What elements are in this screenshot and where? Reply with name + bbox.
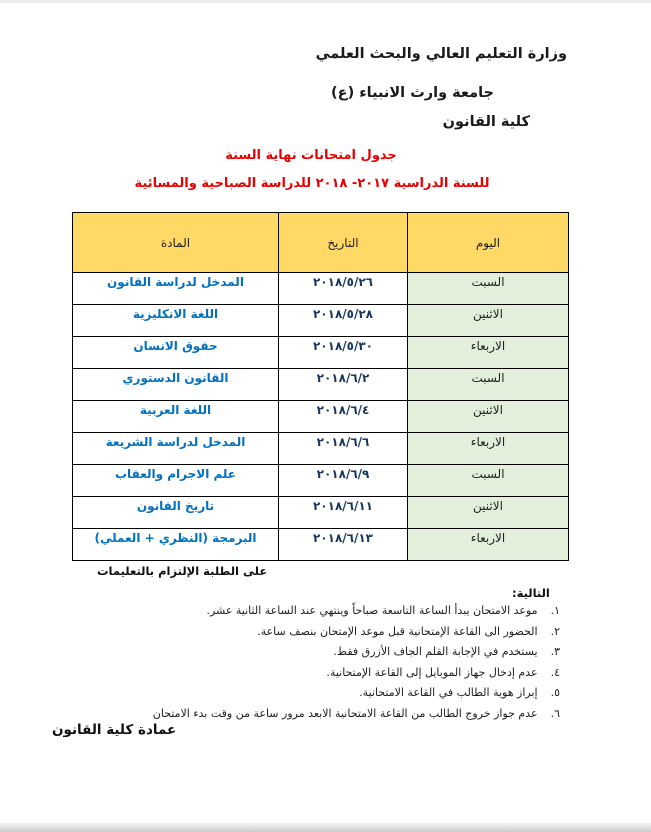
- academic-year-line: للسنة الدراسية ٢٠١٧- ٢٠١٨ للدراسة الصباحية والمسائية: [134, 176, 490, 191]
- exam-subject: المدخل لدراسة الشريعة: [73, 433, 279, 465]
- exam-subject: حقوق الانسان: [73, 337, 279, 369]
- table-row: [73, 369, 569, 401]
- note-text: عدم إدخال جهاز الموبايل إلى القاعة الإمتحانية.: [326, 665, 538, 679]
- note-text: موعد الامتحان يبدأ الساعة التاسعة صباحاً وينتهي عند الساعة الثانية عشر.: [206, 604, 538, 617]
- note-number: ٥.: [550, 686, 560, 699]
- table-row: [73, 337, 569, 369]
- exam-day: السبت: [408, 465, 569, 497]
- col-header-day: اليوم: [408, 213, 569, 273]
- exam-date: ٢٠١٨/٦/٩: [279, 465, 408, 497]
- exam-day: الاثنين: [408, 305, 569, 337]
- exam-day: الاربعاء: [408, 337, 569, 369]
- note-text: إبراز هوية الطالب في القاعة الامتحانية.: [359, 686, 538, 699]
- table-row: [73, 433, 569, 465]
- exam-subject: علم الاجرام والعقاب: [73, 465, 279, 497]
- table-row: [73, 401, 569, 433]
- exam-date: ٢٠١٨/٦/٢: [279, 369, 408, 401]
- ministry-line: وزارة التعليم العالي والبحث العلمي: [315, 46, 567, 62]
- deanship-signature: عمادة كلية القانون: [52, 722, 177, 738]
- exam-date: ٢٠١٨/٦/١١: [279, 497, 408, 529]
- exam-date: ٢٠١٨/٥/٣٠: [279, 337, 408, 369]
- table-row: [73, 465, 569, 497]
- table-row: [73, 273, 569, 305]
- instructions-intro: على الطلبة الإلتزام بالتعليمات: [97, 564, 268, 578]
- schedule-title: جدول امتحانات نهاية السنة: [225, 148, 397, 163]
- table-row: [73, 305, 569, 337]
- exam-day: الاثنين: [408, 497, 569, 529]
- exam-day: الاثنين: [408, 401, 569, 433]
- note-item: [80, 645, 560, 659]
- exam-schedule-table: [72, 212, 569, 561]
- note-text: عدم جواز خروج الطالب من القاعة الامتحانية الابعد مرور ساعة من وقت بدء الامتحان: [152, 706, 538, 720]
- exam-date: ٢٠١٨/٦/٤: [279, 401, 408, 433]
- page-top-edge: [0, 0, 651, 3]
- instructions-intro-following: التالية:: [512, 586, 550, 600]
- exam-subject: القانون الدستوري: [73, 369, 279, 401]
- note-text: يستخدم في الإجابة القلم الجاف الأزرق فقط.: [333, 645, 538, 658]
- exam-subject: البرمجة (النظري + العملي): [73, 529, 279, 561]
- col-header-subject: المادة: [73, 213, 279, 273]
- note-item: [80, 625, 560, 639]
- note-number: ١.: [550, 604, 560, 617]
- table-row: [73, 529, 569, 561]
- exam-date: ٢٠١٨/٦/١٣: [279, 529, 408, 561]
- exam-day: الاربعاء: [408, 529, 569, 561]
- note-item: [80, 666, 560, 680]
- exam-date: ٢٠١٨/٥/٢٨: [279, 305, 408, 337]
- note-item: [80, 707, 560, 721]
- note-number: ٤.: [550, 665, 560, 679]
- exam-subject: المدخل لدراسة القانون: [73, 273, 279, 305]
- table-header-row: [73, 213, 569, 273]
- university-line: جامعة وارث الانبياء (ع): [331, 85, 494, 101]
- page-bottom-edge: [0, 823, 651, 832]
- exam-date: ٢٠١٨/٦/٦: [279, 433, 408, 465]
- exam-date: ٢٠١٨/٥/٢٦: [279, 273, 408, 305]
- note-item: [80, 604, 560, 618]
- exam-day: السبت: [408, 273, 569, 305]
- college-line: كلية القانون: [442, 114, 530, 130]
- instructions-list: [80, 604, 560, 727]
- col-header-date: التاريخ: [279, 213, 408, 273]
- note-number: ٣.: [550, 645, 560, 658]
- exam-subject: اللغة العربية: [73, 401, 279, 433]
- note-number: ٢.: [550, 624, 560, 638]
- note-number: ٦.: [550, 706, 560, 720]
- table-row: [73, 497, 569, 529]
- note-item: [80, 686, 560, 700]
- exam-day: السبت: [408, 369, 569, 401]
- note-text: الحضور الى القاعة الإمتحانية قبل موعد الإمتحان بنصف ساعة.: [257, 624, 538, 638]
- exam-subject: اللغة الانكليزية: [73, 305, 279, 337]
- exam-day: الاربعاء: [408, 433, 569, 465]
- exam-subject: تاريخ القانون: [73, 497, 279, 529]
